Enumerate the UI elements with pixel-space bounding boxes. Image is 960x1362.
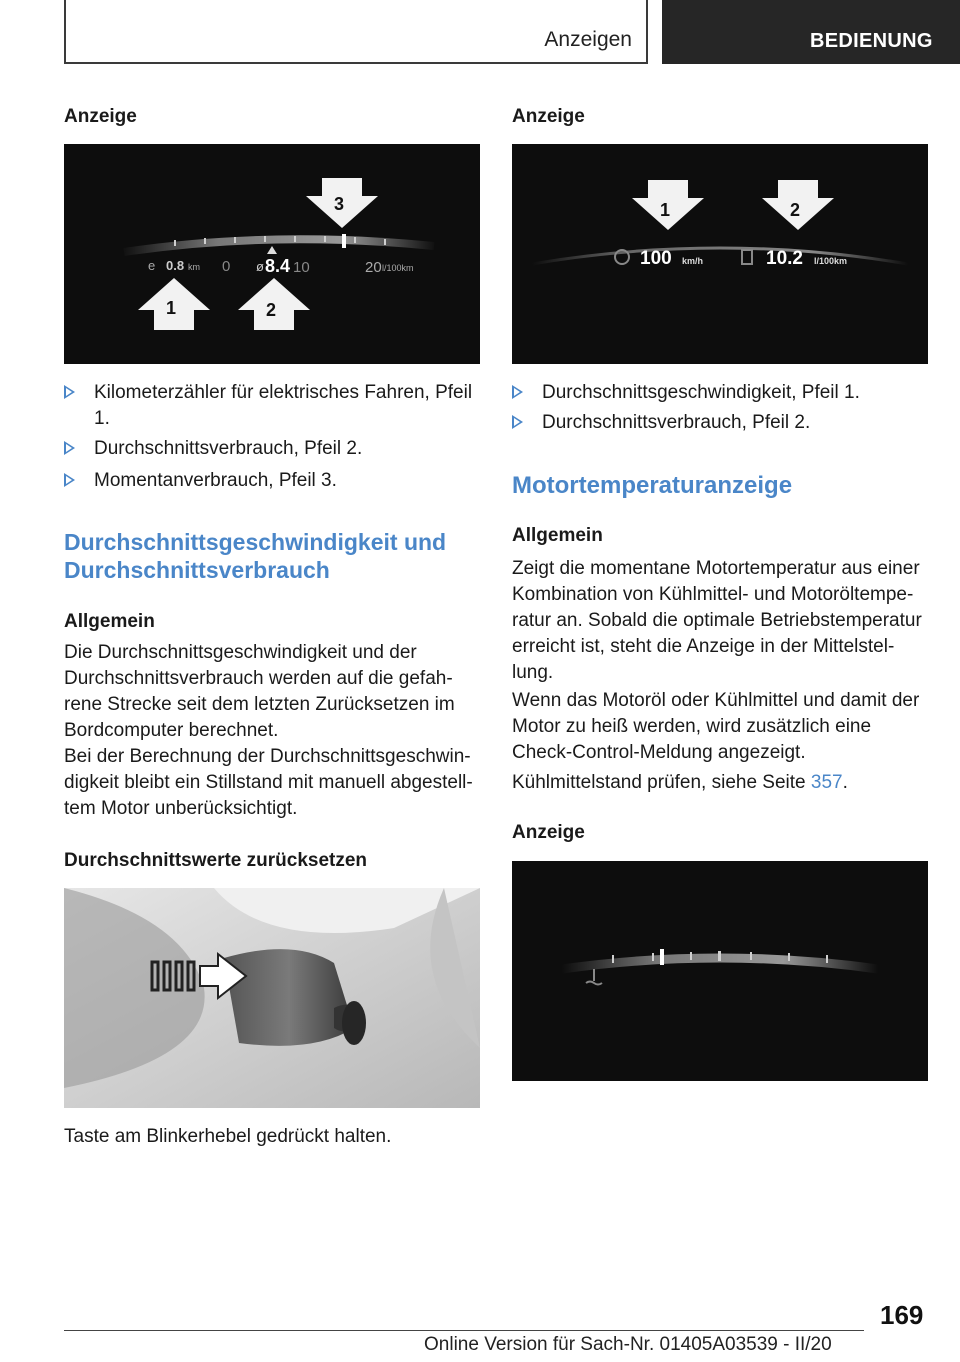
bullet-triangle-icon (64, 473, 75, 487)
arrow-1-icon (632, 180, 704, 230)
fuel-pump-icon (742, 250, 752, 264)
temperature-needle (660, 949, 664, 965)
consumption-value: 10.2 (766, 248, 803, 269)
display-arc (532, 248, 908, 264)
svg-text:2: 2 (266, 300, 277, 320)
header-chapter-title: BEDIENUNG (810, 30, 933, 52)
left-bullet-2: Durchschnittsverbrauch, Pfeil 2. (64, 436, 480, 462)
header-section-box (64, 0, 648, 64)
left-caption: Taste am Blinkerhebel gedrückt halten. (64, 1126, 392, 1147)
header-chapter-tab (662, 0, 960, 64)
right-bullet-1: Durchschnittsgeschwindigkeit, Pfeil 1. (512, 380, 928, 406)
average-symbol: ø (256, 259, 264, 274)
figure-average-speed-display (512, 144, 928, 364)
figure-turn-signal-lever (64, 888, 480, 1108)
left-subheading-general: Allgemein (64, 611, 155, 632)
turn-signal-lever-graphic (64, 888, 480, 1108)
left-bullet-1: Kilometerzähler für elektrisches Fahren, Pfeil 1. (64, 380, 480, 432)
right-display-heading-2: Anzeige (512, 822, 585, 843)
average-speed-display-graphic (512, 144, 928, 364)
svg-text:2: 2 (790, 200, 801, 220)
arrow-2-icon (762, 180, 834, 230)
odometer-value: 0.8 (166, 258, 185, 273)
consumption-unit: l/100km (814, 256, 848, 266)
coolant-temperature-icon (586, 969, 602, 985)
left-bullet-3: Momentanverbrauch, Pfeil 3. (64, 468, 480, 494)
average-value: 8.4 (265, 256, 291, 276)
svg-text:1: 1 (166, 298, 177, 318)
figure-engine-temperature-display (512, 861, 928, 1081)
svg-text:3: 3 (334, 194, 345, 214)
arrow-3-icon (306, 178, 378, 228)
average-marker (267, 246, 277, 254)
scale-label-10: 10 (293, 259, 310, 276)
speed-value: 100 (640, 248, 672, 269)
left-section-title: Durchschnittsgeschwindigkeit und Durchschnittsverbrauch (64, 529, 447, 583)
footer-divider (64, 1330, 864, 1331)
header-section-title: Anzeigen (544, 28, 632, 51)
footer-version-text: Online Version für Sach-Nr. 01405A03539 - II/20 (424, 1334, 832, 1355)
bullet-triangle-icon (64, 385, 75, 399)
left-paragraph-1: Die Durchschnittsgeschwindigkeit und der Durchschnittsverbrauch werden auf die gefah-rene Strecke seit dem letzten Zurücksetzen im Bordcomputer berechnet. (64, 642, 455, 741)
current-consumption-needle (342, 234, 346, 248)
scale-label-20: 20 (365, 259, 382, 276)
page-reference-link[interactable]: 357 (810, 772, 843, 793)
bullet-triangle-icon (512, 385, 523, 399)
bullet-triangle-icon (64, 441, 75, 455)
right-paragraph-3: Kühlmittelstand prüfen, siehe Seite 357. (512, 772, 848, 793)
left-subheading-reset: Durchschnittswerte zurücksetzen (64, 850, 368, 871)
left-display-heading: Anzeige (64, 106, 137, 127)
right-section-title: Motortemperaturanzeige (512, 472, 793, 499)
ev-icon: e (148, 258, 156, 273)
arrow-2-icon (238, 278, 310, 330)
right-bullet-2: Durchschnittsverbrauch, Pfeil 2. (512, 410, 928, 436)
consumption-display-graphic (64, 144, 480, 364)
page-number: 169 (880, 1300, 924, 1330)
scale-label-0: 0 (222, 258, 231, 275)
arrow-1-icon (138, 278, 210, 330)
left-paragraph-2: Bei der Berechnung der Durchschnittsgeschwin-digkeit bleibt ein Stillstand mit manuell abgestell-tem Motor unberücksichtigt. (64, 746, 473, 819)
odometer-unit: km (188, 262, 200, 272)
right-subheading-general: Allgemein (512, 525, 603, 546)
right-paragraph-2: Wenn das Motoröl oder Kühlmittel und damit der Motor zu heiß werden, wird zusätzlich eine Check-Control-Meldung angezeigt. (512, 690, 920, 763)
figure-consumption-display (64, 144, 480, 364)
right-paragraph-1: Zeigt die momentane Motortemperatur aus einer Kombination von Kühlmittel- und Motoröltempe-ratur an. Sobald die optimale Betriebstemperatur erreicht ist, steht die Anzeige in der Mittelstel-lung. (512, 558, 922, 683)
speed-unit: km/h (682, 256, 704, 266)
bullet-triangle-icon (512, 415, 523, 429)
scale-unit: l/100km (382, 263, 414, 273)
right-display-heading: Anzeige (512, 106, 585, 127)
engine-temperature-graphic (512, 861, 928, 1081)
svg-text:1: 1 (660, 200, 671, 220)
gauge-arc (124, 239, 434, 252)
